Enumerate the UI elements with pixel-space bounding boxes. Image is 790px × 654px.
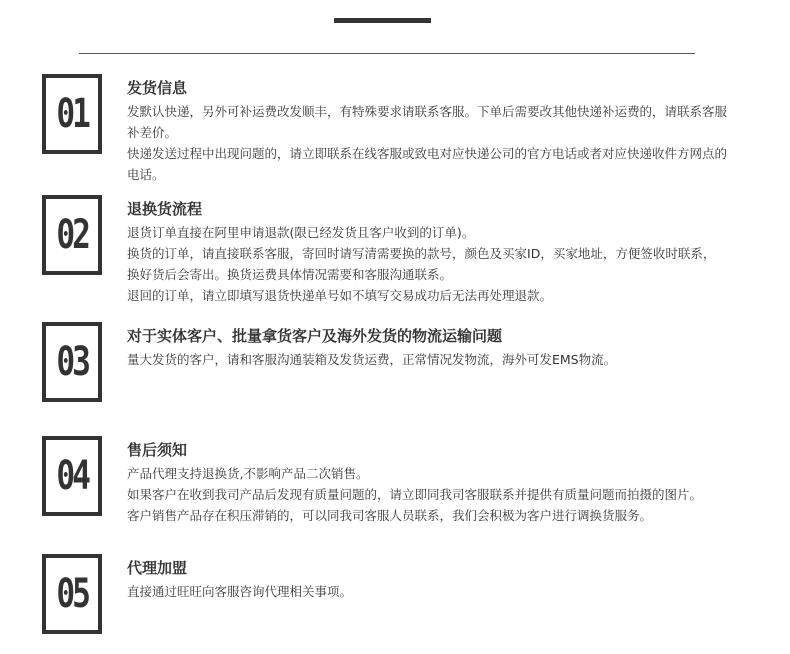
section-number: 05: [56, 571, 88, 617]
section-paragraph: 量大发货的客户，请和客服沟通装箱及发货运费，正常情况发物流，海外可发EMS物流。: [127, 352, 617, 367]
section-title: 退换货流程: [127, 200, 203, 218]
section-content: [127, 322, 727, 370]
section-paragraph: 直接通过旺旺向客服咨询代理相关事项。: [127, 584, 353, 599]
section-paragraph: 如果客户在收到我司产品后发现有质量问题的，请立即同我司客服联系并提供有质量问题而拍摄的图片。: [127, 487, 703, 502]
section-number: 02: [56, 212, 88, 258]
section-title: 发货信息: [127, 79, 188, 97]
section-paragraph: 退货订单直接在阿里申请退款(限已经发货且客户收到的订单)。: [127, 225, 475, 240]
header-divider: [79, 53, 695, 54]
section-paragraph: 退回的订单，请立即填写退货快递单号如不填写交易成功后无法再处理退款。: [127, 288, 553, 303]
section-number-box: [42, 74, 102, 154]
section-title: 对于实体客户、批量拿货客户及海外发货的物流运输问题: [127, 327, 503, 345]
section-paragraph: 快递发送过程中出现问题的，请立即联系在线客服或致电对应快递公司的官方电话或者对应快递收件方网点的电话。: [127, 146, 728, 182]
section-title: 售后须知: [127, 441, 188, 459]
section-number-box: [42, 322, 102, 402]
section-number-box: [42, 195, 102, 275]
section-number-box: [42, 436, 102, 516]
section-paragraph: 产品代理支持退换货,不影响产品二次销售。: [127, 466, 369, 481]
section-paragraph: 发默认快递，另外可补运费改发顺丰，有特殊要求请联系客服。下单后需要改其他快递补运费的，请联系客服补差价。: [127, 104, 728, 140]
section-title: 代理加盟: [127, 559, 188, 577]
section-number: 01: [56, 91, 88, 137]
top-accent-bar: [334, 18, 431, 23]
section-number: 03: [56, 339, 88, 385]
section-content: [127, 436, 727, 526]
section-content: [127, 554, 727, 602]
section-number-box: [42, 554, 102, 634]
section-content: [127, 74, 727, 185]
section-number: 04: [56, 453, 88, 499]
section-content: [127, 195, 727, 306]
section-paragraph: 客户销售产品存在积压滞销的，可以同我司客服人员联系，我们会积极为客户进行调换货服务。: [127, 508, 653, 523]
section-paragraph: 换货的订单，请直接联系客服，寄回时请写清需要换的款号，颜色及买家ID，买家地址，方便签收时联系，换好货后会寄出。换货运费具体情况需要和客服沟通联系。: [127, 246, 716, 282]
